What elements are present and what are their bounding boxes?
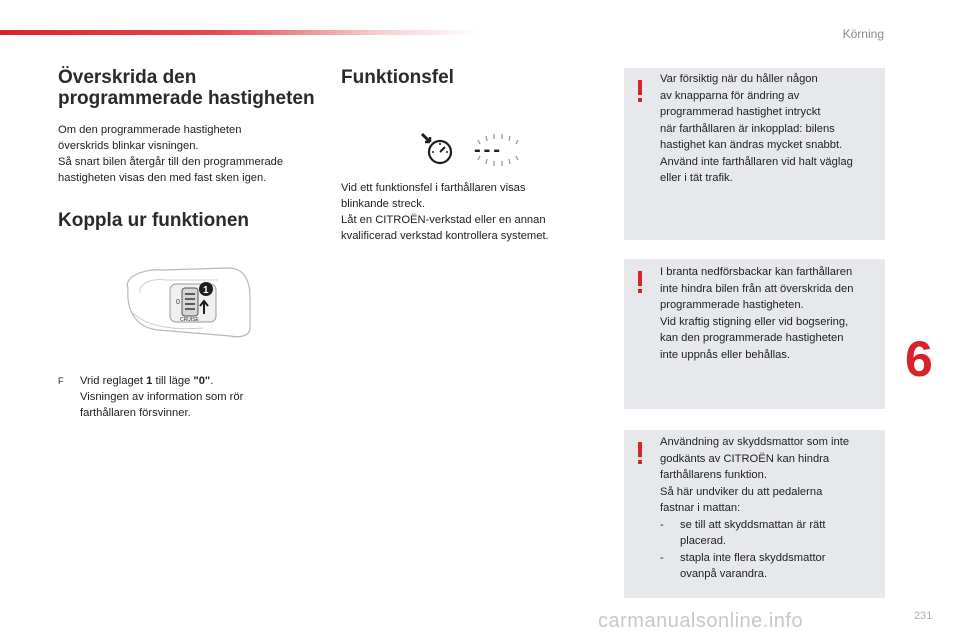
warning-exclamation-icon [637,80,643,102]
text-line: Så snart bilen återgår till den programmerade [58,156,284,168]
text-line: när farthållaren är inkopplad: bilens [660,122,835,135]
text-line: hastigheten visas den med fast sken igen. [58,172,267,184]
heading-exceed-speed [58,67,315,109]
warning-box [624,259,885,409]
bullet-marker: F [58,376,64,386]
text-line: inte uppnås eller behållas. [660,348,790,361]
text-line: godkänts av CITROËN kan hindra [660,452,830,465]
list-item-text: se till att skyddsmattan är rätt [680,518,826,531]
text-line: fastnar i mattan: [660,502,741,514]
lever-zero-label: 0 [176,299,180,306]
text-line: kvalificerad verkstad kontrollera systemet. [341,230,549,242]
speedometer-icon [416,128,460,168]
page-number: 231 [914,610,933,622]
bullet-text-part: Vrid reglaget [80,375,147,387]
text-line: överskrids blinkar visningen. [58,140,199,152]
bullet-text-part: till läge [152,375,194,387]
chapter-number: 6 [905,331,933,387]
text-line: Vid ett funktionsfel i farthållaren visas [341,182,526,194]
watermark: carmanualsonline.info [598,610,804,632]
list-item [660,550,849,567]
list-marker: - [660,551,664,564]
warning-box [624,68,885,240]
lever-cruise-text: CRUISE [180,317,199,323]
text-line: farthållaren försvinner. [80,407,191,419]
header-accent-bar [0,30,480,35]
heading-line: Överskrida den [58,67,197,88]
text-line: blinkande streck. [341,198,425,210]
text-line: eller i tät trafik. [660,172,733,184]
paragraph-malfunction [341,180,549,244]
list-item [660,517,849,534]
blinking-dashes-display [468,130,528,170]
callout-number: 1 [203,285,209,296]
text-line: Vid kraftig stigning eller vid bogsering, [660,315,849,328]
text-line: Låt en CITROËN-verkstad eller en annan [341,214,546,226]
bullet-text [80,373,213,389]
cruise-lever-illustration [118,258,258,344]
bullet-row [58,373,243,389]
text-line: hastighet kan ändras mycket snabbt. [660,139,843,151]
list-marker: - [660,518,664,531]
text-line: Visningen av information som rör [80,391,244,403]
text-line: kan den programmerade hastigheten [660,332,844,344]
bullet-bold-value: "0" [193,375,211,387]
warning-box [624,430,885,598]
text-line: I branta nedförsbackar kan farthållaren [660,266,853,278]
paragraph-exceed-speed [58,122,283,186]
text-line: Var försiktig när du håller någon [660,73,818,85]
warning-text [660,71,853,187]
text-line: Användning av skyddsmattor som inte [660,436,850,448]
warning-exclamation-icon [637,442,643,464]
text-line: programmerade hastigheten. [660,299,804,311]
heading-disengage: Koppla ur funktionen [58,210,250,231]
text-line: Om den programmerade hastigheten [58,124,242,136]
warning-text [660,264,853,363]
bullet-disengage [58,373,243,421]
text-line: av knapparna för ändring av [660,89,800,102]
list-item-text: ovanpå varandra. [680,568,768,580]
section-label: Körning [842,27,884,41]
bullet-text-part: . [210,375,214,387]
text-line: Så här undviker du att pedalerna [660,485,823,498]
list-item-text: stapla inte flera skyddsmattor [680,551,826,564]
bullet-bold-number: 1 [146,375,153,387]
heading-malfunction: Funktionsfel [341,67,454,88]
heading-line: programmerade hastigheten [58,88,315,109]
list-item-text: placerad. [680,535,727,547]
text-line: inte hindra bilen från att överskrida den [660,282,854,295]
warning-exclamation-icon [637,271,643,293]
text-line: farthållarens funktion. [660,469,767,481]
warning-text [660,434,849,583]
text-line: Använd inte farthållaren vid halt väglag [660,155,853,168]
dash-readout: --- [474,139,503,161]
text-line: programmerad hastighet intryckt [660,106,821,118]
